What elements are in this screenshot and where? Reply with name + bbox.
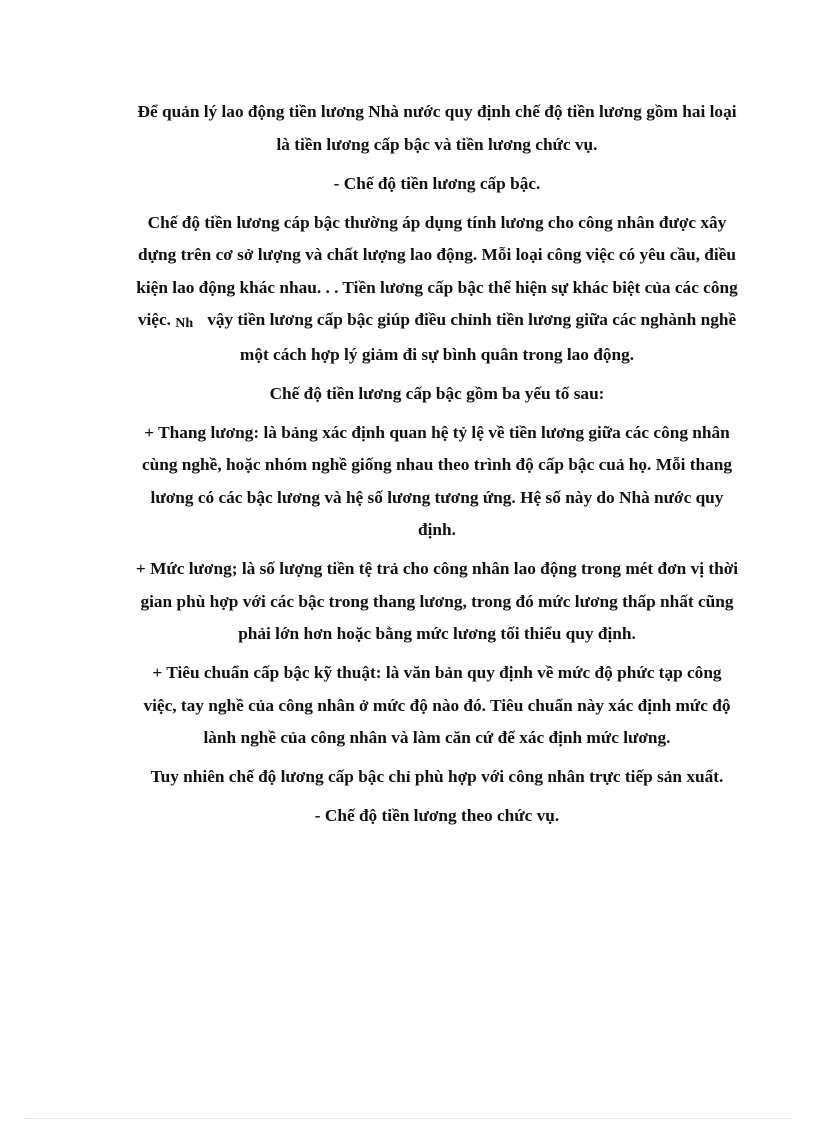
heading-position-salary: - Chế độ tiền lương theo chức vụ. (314, 806, 560, 825)
paragraph-text-fragment: Nh (175, 316, 194, 331)
heading-rank-salary: - Chế độ tiền lương cấp bậc. (333, 173, 541, 193)
paragraph-limitation: Tuy nhiên chế độ lương cấp bậc chỉ phù hợp với công nhân trực tiếp sản xuất. (150, 767, 724, 786)
document-body (134, 96, 740, 839)
paragraph-text-part: vậy tiền lương cấp bậc giúp điều chỉnh tiền lương giữa các nghành nghề một cách hợp lý giảm đi sự bình quân trong lao động. (207, 310, 737, 364)
list-item-technical-standard: + Tiêu chuẩn cấp bậc kỹ thuật: là văn bản quy định về mức độ phức tạp công việc, tay nghề của công nhân ở mức độ nào đó. Tiêu chuẩn này xác định mức độ lành nghề của công nhân và làm căn cứ để xác định mức lương. (143, 663, 731, 747)
paragraph-three-elements: Chế độ tiền lương cấp bậc gồm ba yếu tố sau: (269, 383, 605, 403)
list-item-salary-scale: + Thang lương: là bảng xác định quan hệ tỷ lệ về tiền lương giữa các công nhân cùng nghề, hoặc nhóm nghề giống nhau theo trình độ cấp bậc cuả họ. Mỗi thang lương có các bậc lương và hệ số lương tương ứng. Hệ số này do Nhà nước quy định. (141, 422, 733, 539)
list-item-salary-level: + Mức lương; là số lượng tiền tệ trả cho công nhân lao động trong mét đơn vị thời gian phù hợp với các bậc trong thang lương, trong đó mức lương thấp nhất cũng phải lớn hơn hoặc bằng mức lương tối thiểu quy định. (135, 559, 739, 643)
paragraph-rank-salary-description (134, 207, 740, 372)
paragraph-text-part: Chế độ tiền lương cáp bậc thường áp dụng tính lương cho công nhân được xây dựng trên cơ sở lượng và chất lượng lao động. Mỗi loại công việc có yêu cầu, điều kiện lao động khác nhau. . . Tiền lương cấp bậc thể hiện sự khác biệt của các công việc. (136, 212, 738, 329)
page-bottom-divider (24, 1118, 792, 1119)
paragraph-intro: Để quản lý lao động tiền lương Nhà nước quy định chế độ tiền lương gồm hai loại là tiền lương cấp bậc và tiền lương chức vụ. (137, 102, 737, 154)
